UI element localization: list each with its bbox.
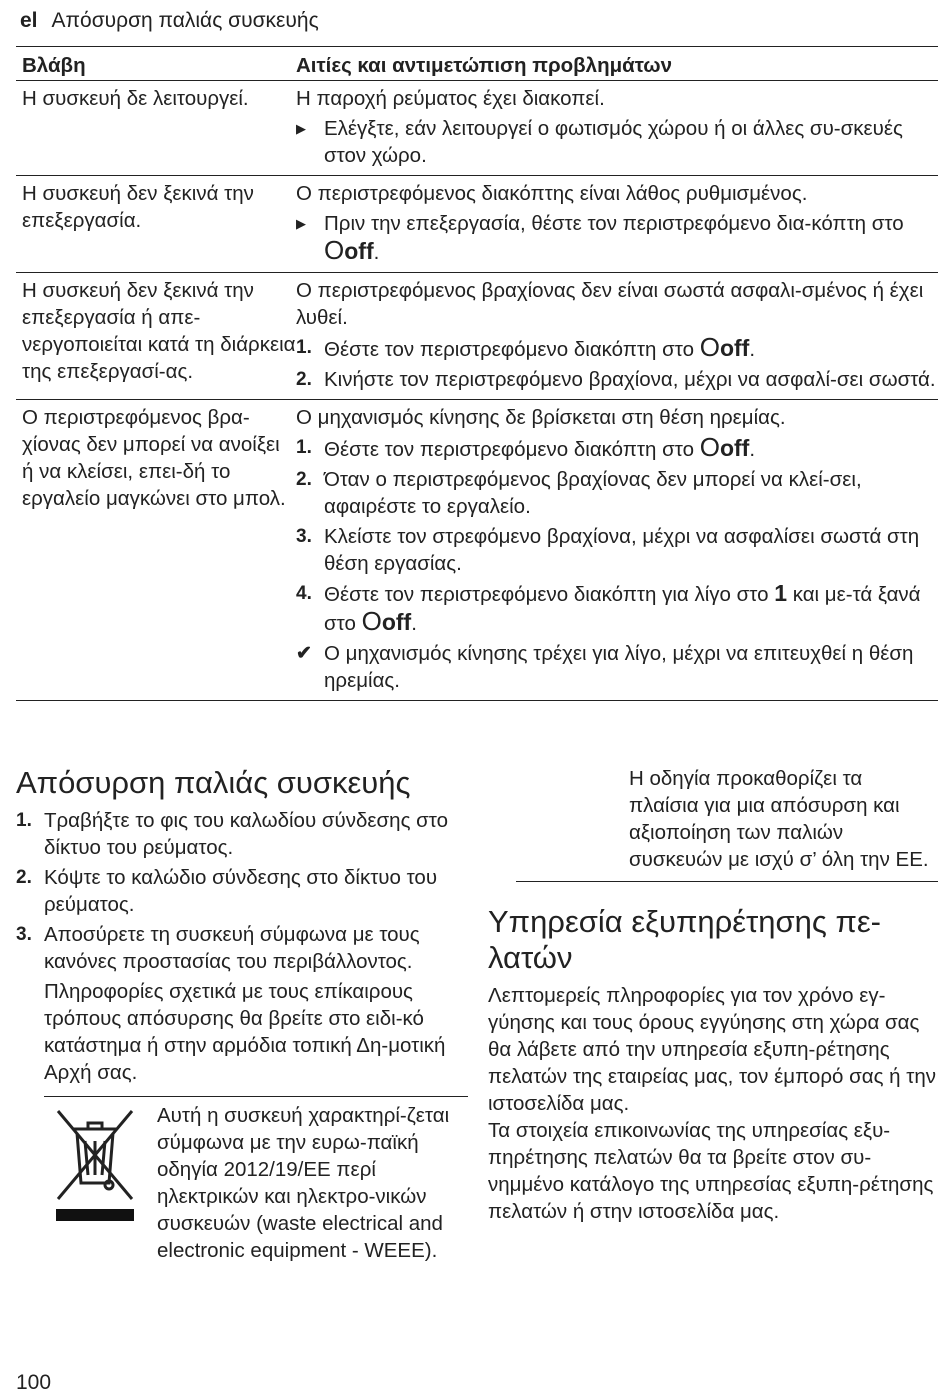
remedy-cell — [296, 404, 938, 694]
disposal-heading: Απόσυρση παλιάς συσκευής — [16, 765, 411, 800]
step-item: 1. Θέστε τον περιστρεφόμενο διακόπτη στο Ooff. — [296, 432, 756, 462]
header-title: Απόσυρση παλιάς συσκευής — [51, 9, 319, 32]
cause-text: Ο περιστρεφόμενος διακόπτης είναι λάθος ρυθμισμένος. — [296, 182, 808, 205]
action-item: ▶ Πριν την επεξεργασία, θέστε τον περιστρεφόμενο δια-κόπτη στο Ooff. — [296, 212, 904, 265]
disposal-note: Πληροφορίες σχετικά με τους επίκαιρους τρόπους απόσυρσης θα βρείτε στο ειδι-κό κατάστημα ή στην αρμόδια τοπική Δη-μοτική Αρχή σας. — [44, 980, 446, 1084]
fault-cell: Η συσκευή δεν ξεκινά την επεξεργασία. — [22, 182, 254, 232]
header-rule — [16, 46, 938, 47]
off-circle-icon: O — [324, 235, 345, 265]
table-row — [16, 273, 938, 400]
table-header — [16, 52, 938, 81]
weee-notice — [44, 1096, 468, 1262]
step-item: 2. Κινήστε τον περιστρεφόμενο βραχίονα, μέχρι να ασφαλί-σει σωστά. — [296, 368, 936, 391]
troubleshooting-table — [16, 52, 938, 701]
off-circle-icon: O — [699, 332, 720, 362]
step-item: 1. Θέστε τον περιστρεφόμενο διακόπτη στο Ooff. — [296, 332, 756, 362]
crossed-out-wheelie-bin-icon — [52, 1105, 138, 1223]
disposal-section — [16, 765, 468, 1086]
page-number: 100 — [16, 1371, 52, 1394]
cause-text: Ο περιστρεφόμενος βραχίονας δεν είναι σωστά ασφαλι-σμένος ή έχει λυθεί. — [296, 279, 924, 329]
fault-cell: Η συσκευή δε λειτουργεί. — [22, 87, 249, 110]
check-icon: ✔ — [296, 643, 312, 664]
position-one-label: 1 — [774, 580, 787, 606]
remedy-cell — [296, 180, 938, 266]
right-column — [488, 765, 938, 1225]
disposal-step: 3. Αποσύρετε τη συσκευή σύμφωνα με τους κανόνες προστασίας του περιβάλλοντος. — [16, 923, 420, 973]
cause-text: Η παροχή ρεύματος έχει διακοπεί. — [296, 87, 605, 110]
col-header-fault: Βλάβη — [22, 54, 86, 77]
service-paragraph: Τα στοιχεία επικοινωνίας της υπηρεσίας εξυ-πηρέτησης πελατών θα τα βρείτε στον συ-νημμένο κατάλογο της υπηρεσίας εξυπη-ρέτησης πελατών ή στην ιστοσελίδα μας. — [488, 1119, 934, 1223]
service-paragraph: Λεπτομερείς πληροφορίες για τον χρόνο εγ-γύησης και τους όρους εγγύησης στη χώρα σας θα λάβετε από την υπηρεσία εξυπη-ρέτησης πελατών της εταιρείας μας, τον έμπορό σας ή την ιστοσελίδα μας. — [488, 984, 937, 1115]
fault-cell: Η συσκευή δεν ξεκινά την επεξεργασία ή απε-νεργοποιείται κατά τη διάρκεια της επεξεργασί-ας. — [22, 279, 296, 383]
weee-text: Αυτή η συσκευή χαρακτηρί-ζεται σύμφωνα με την ευρω-παϊκή οδηγία 2012/19/ΕΕ περί ηλεκτρικών και ηλεκτρο-νικών συσκευών (waste electrical and electronic equipment - WEEE). — [157, 1104, 450, 1262]
table-row — [16, 81, 938, 176]
table-row — [16, 400, 938, 701]
col-header-causes: Αιτίες και αντιμετώπιση προβλημάτων — [296, 54, 673, 77]
off-circle-icon: O — [361, 606, 382, 636]
arrow-icon: ▶ — [296, 121, 306, 136]
off-label: off — [344, 238, 374, 264]
step-item: 3. Κλείστε τον στρεφόμενο βραχίονα, μέχρι να ασφαλίσει σωστά στη θέση εργασίας. — [296, 525, 920, 575]
remedy-cell — [296, 85, 938, 169]
arrow-icon: ▶ — [296, 216, 306, 231]
disposal-step: 2. Κόψτε το καλώδιο σύνδεσης στο δίκτυο του ρεύματος. — [16, 866, 438, 916]
step-item: 4. Θέστε τον περιστρεφόμενο διακόπτη για λίγο στο 1 και με-τά ξανά στο Ooff. — [296, 580, 921, 636]
action-item: ▶ Ελέγξτε, εάν λειτουργεί ο φωτισμός χώρου ή οι άλλες συ-σκευές στον χώρο. — [296, 117, 903, 167]
disposal-step: 1. Τραβήξτε το φις του καλωδίου σύνδεσης στο δίκτυο του ρεύματος. — [16, 809, 449, 859]
table-row — [16, 176, 938, 273]
step-item: 2. Όταν ο περιστρεφόμενος βραχίονας δεν μπορεί να κλεί-σει, αφαιρέστε το εργαλείο. — [296, 468, 862, 518]
section-rule — [516, 881, 938, 882]
cause-text: Ο μηχανισμός κίνησης δε βρίσκεται στη θέση ηρεμίας. — [296, 406, 786, 429]
directive-text: Η οδηγία προκαθορίζει τα πλαίσια για μια απόσυρση και αξιοποίηση των παλιών συσκευών με ισχύ σ’ όλη την ΕΕ. — [629, 767, 929, 871]
off-circle-icon: O — [699, 432, 720, 462]
remedy-cell — [296, 277, 938, 393]
result-item: ✔ Ο μηχανισμός κίνησης τρέχει για λίγο, μέχρι να επιτευχθεί η θέση ηρεμίας. — [296, 642, 914, 692]
service-heading: Υπηρεσία εξυπηρέτησης πε-λατών — [488, 904, 881, 975]
page-header — [20, 9, 319, 33]
language-code: el — [20, 9, 38, 32]
fault-cell: Ο περιστρεφόμενος βρα-χίονας δεν μπορεί να ανοίξει ή να κλείσει, επει-δή το εργαλείο μαγκώνει στο μπολ. — [22, 406, 286, 510]
